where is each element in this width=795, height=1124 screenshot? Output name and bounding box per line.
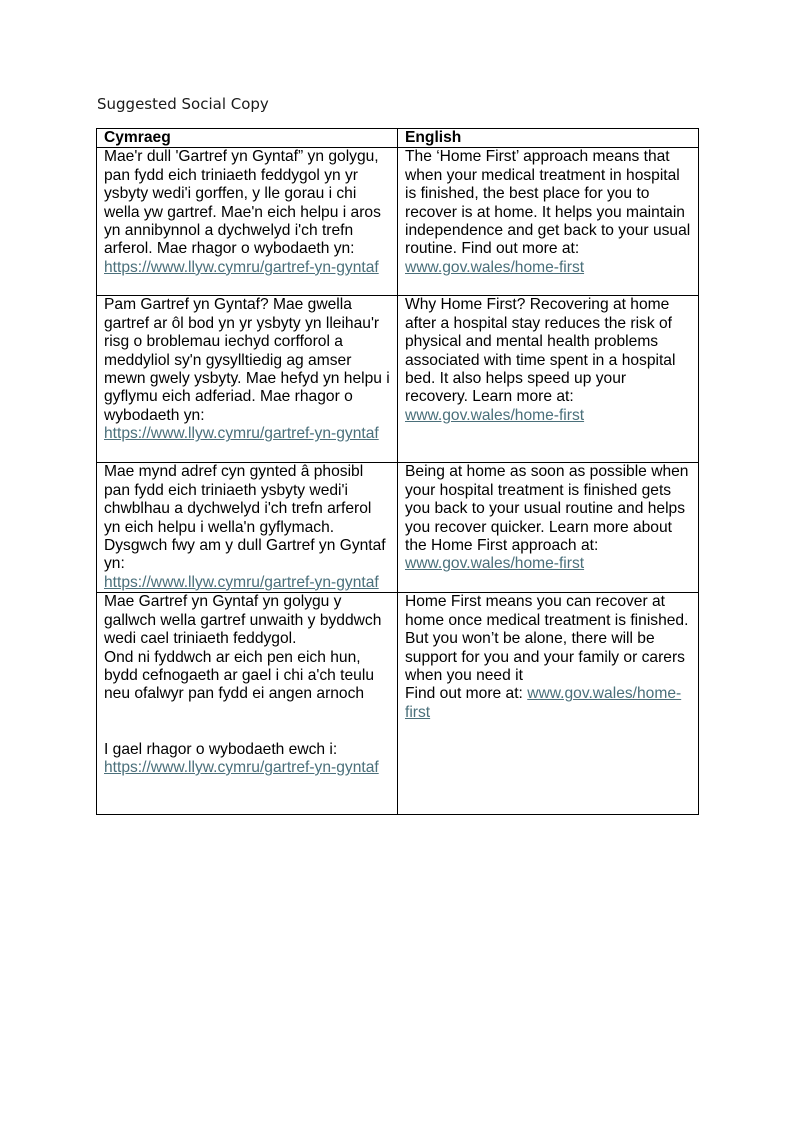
table-row (97, 148, 699, 296)
english-text: Why Home First? Recovering at home after a hospital stay reduces the risk of physical and mental health problems associated with time spent in a hospital bed. It also helps speed up your recovery. Learn more at: (405, 296, 676, 406)
cymraeg-text: Mae'r dull 'Gartref yn Gyntaf” yn golygu, pan fydd eich triniaeth feddygol yn yr ysbyty wedi'i gorffen, y lle gorau i chi wella yw gartref. Mae'n eich helpu i aros yn annibynnol a dychwelyd i'ch trefn arferol. Mae rhagor o wybodaeth yn: (104, 148, 381, 258)
cymraeg-text: Ond ni fyddwch ar eich pen eich hun, bydd cefnogaeth ar gael i chi a'ch teulu neu ofalwyr pan fydd ei angen arnoch (104, 648, 374, 703)
table-row (97, 296, 699, 463)
english-link[interactable]: www.gov.wales/home-first (405, 258, 585, 276)
cymraeg-link[interactable]: https://www.llyw.cymru/gartref-yn-gyntaf (104, 759, 379, 777)
column-header-cymraeg: Cymraeg (97, 129, 398, 148)
table-row (97, 593, 699, 815)
blank-line (104, 704, 390, 722)
column-header-english: English (398, 129, 699, 148)
cymraeg-text: Mae Gartref yn Gyntaf yn golygu y gallwch wella gartref unwaith y byddwch wedi cael triniaeth feddygol. (104, 593, 382, 648)
english-cell (398, 296, 699, 463)
cymraeg-text: Mae mynd adref cyn gynted â phosibl pan fydd eich triniaeth ysbyty wedi'i chwblhau a dychwelyd i'ch trefn arferol yn eich helpu i wella'n gyflymach. Dysgwch fwy am y dull Gartref yn Gyntaf yn: (104, 463, 386, 573)
english-text-label: Find out more at: (405, 685, 523, 703)
cymraeg-cell (97, 296, 398, 463)
english-text: Home First means you can recover at home once medical treatment is finished. But you won’t be alone, there will be support for you and your family or carers when you need it (405, 593, 689, 685)
english-link[interactable]: www.gov.wales/home-first (405, 685, 682, 721)
english-link[interactable]: www.gov.wales/home-first (405, 406, 585, 424)
header-row (97, 129, 699, 148)
english-cell (398, 463, 699, 593)
cymraeg-text: Pam Gartref yn Gyntaf? Mae gwella gartref ar ôl bod yn yr ysbyty yn lleihau'r risg o broblemau iechyd corfforol a meddyliol sy'n gysylltiedig ag amser mewn gwely ysbyty. Mae hefyd yn helpu i gyflymu eich adferiad. Mae rhagor o wybodaeth yn: (104, 296, 390, 424)
english-cell (398, 593, 699, 815)
cymraeg-link[interactable]: https://www.llyw.cymru/gartref-yn-gyntaf (104, 425, 379, 443)
english-cell (398, 148, 699, 296)
cymraeg-link[interactable]: https://www.llyw.cymru/gartref-yn-gyntaf (104, 258, 379, 276)
cymraeg-text: I gael rhagor o wybodaeth ewch i: (104, 740, 338, 758)
english-text (405, 685, 691, 722)
cymraeg-cell (97, 593, 398, 815)
english-text: The ‘Home First’ approach means that when your medical treatment in hospital is finished, the best place for you to recover is at home. It helps you maintain independence and get back to your usual routine. Find out more at: (405, 148, 691, 258)
cymraeg-link[interactable]: https://www.llyw.cymru/gartref-yn-gyntaf (104, 573, 379, 591)
cymraeg-cell (97, 463, 398, 593)
table-row (97, 463, 699, 593)
social-copy-table (96, 128, 699, 815)
page-title: Suggested Social Copy (97, 95, 269, 113)
cymraeg-cell (97, 148, 398, 296)
english-text: Being at home as soon as possible when your hospital treatment is finished gets you back to your usual routine and helps you recover quicker. Learn more about the Home First approach at: (405, 463, 689, 555)
blank-line (104, 722, 390, 740)
english-link[interactable]: www.gov.wales/home-first (405, 555, 585, 573)
